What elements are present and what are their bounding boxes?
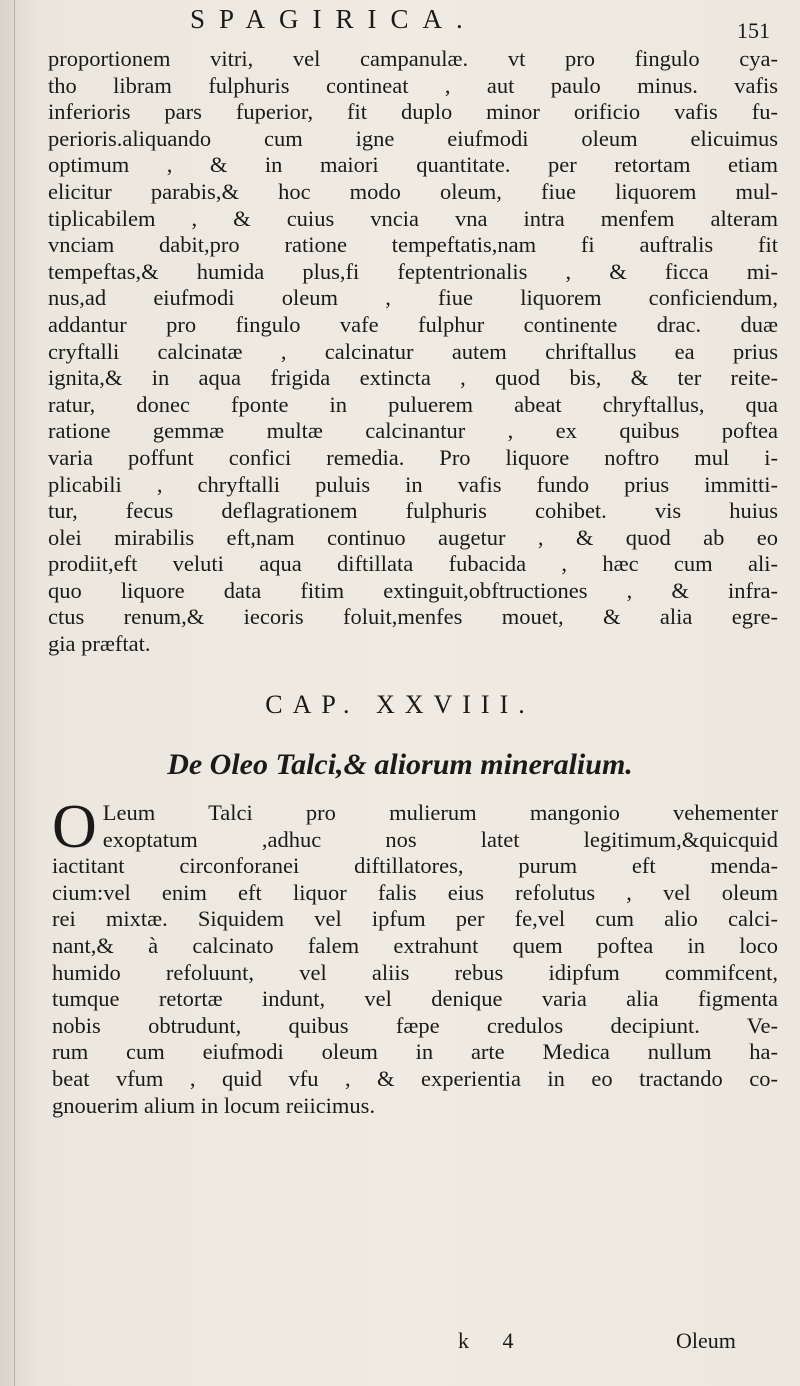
running-head: SPAGIRICA. — [190, 4, 477, 34]
text-line: elicitur parabis,& hoc modo oleum, fiue liquorem mul- — [48, 178, 778, 204]
chapter-title: De Oleo Talci,& aliorum mineralium. — [167, 748, 633, 781]
text-line: nus,ad eiufmodi oleum , fiue liquorem conficiendum, — [48, 285, 778, 311]
text-line: proportionem vitri, vel campanulæ. vt pro fingulo cya- — [48, 46, 778, 71]
text-line: quo liquore data fitim extinguit,obftructiones , & infra- — [48, 577, 778, 603]
text-line: beat vfum , quid vfu , & experientia in eo tractando co- — [52, 1065, 778, 1091]
text-line: rei mixtæ. Siquidem vel ipfum per fe,vel cum alio calci- — [52, 906, 778, 932]
text-line: exoptatum ,adhuc nos latet legitimum,&quicquid — [102, 826, 778, 852]
body-text — [48, 46, 778, 658]
page-number: 151 — [737, 18, 770, 43]
text-line: ratione gemmæ multæ calcinantur , ex quibus poftea — [48, 418, 778, 444]
text-line: nant,& à calcinato falem extrahunt quem poftea in loco — [52, 932, 778, 958]
text-line: optimum , & in maiori quantitate. per retortam etiam — [48, 152, 778, 178]
text-line: tempeftas,& humida plus,fi feptentrionalis , & ficca mi- — [48, 258, 778, 284]
signature-mark: k 4 — [458, 1328, 528, 1353]
text-line: tur, fecus deflagrationem fulphuris cohibet. vis huius — [48, 498, 778, 524]
text-line: tumque retortæ indunt, vel denique varia alia figmenta — [52, 986, 778, 1012]
text-line: tho libram fulphuris contineat , aut paulo minus. vafis — [48, 72, 778, 98]
text-line: nobis obtrudunt, quibus fæpe credulos decipiunt. Ve- — [52, 1012, 778, 1038]
text-line: plicabili , chryftalli puluis in vafis fundo prius immitti- — [48, 471, 778, 497]
text-line: gia præftat. — [48, 631, 151, 657]
text-line: varia poffunt confici remedia. Pro liquore noftro mul i- — [48, 444, 778, 470]
text-line: olei mirabilis eft,nam continuo augetur , & quod ab eo — [48, 524, 778, 550]
chapter-heading: CAP. XXVIII. — [265, 690, 535, 719]
text-line: humido refoluunt, vel aliis rebus idipfum commifcent, — [52, 959, 778, 985]
text-line: gnouerim alium in locum reiicimus. — [52, 1092, 376, 1118]
page-footer — [0, 1328, 800, 1358]
drop-cap: O — [52, 793, 97, 861]
text-line: prodiit,eft veluti aqua diftillata fubacida , hæc cum ali- — [48, 551, 778, 577]
text-line: cryftalli calcinatæ , calcinatur autem chriftallus ea prius — [48, 338, 778, 364]
text-line: ratur, donec fponte in puluerem abeat chryftallus, qua — [48, 391, 778, 417]
text-line: vnciam dabit,pro ratione tempeftatis,nam fi auftralis fit — [48, 232, 778, 258]
text-line: ctus renum,& iecoris foluit,menfes mouet, & alia egre- — [48, 604, 778, 630]
text-line: inferioris pars fuperior, fit duplo minor orificio vafis fu- — [48, 99, 778, 125]
catchword: Oleum — [676, 1328, 736, 1353]
text-line: perioris.aliquando cum igne eiufmodi oleum elicuimus — [48, 125, 778, 151]
page-header — [190, 4, 770, 44]
text-line: ignita,& in aqua frigida extincta , quod bis, & ter reite- — [48, 365, 778, 391]
text-line: iactitant circonforanei diftillatores, purum eft menda- — [52, 853, 778, 879]
text-line: cium:vel enim eft liquor falis eius refolutus , vel oleum — [52, 879, 778, 905]
text-line: Leum Talci pro mulierum mangonio vehementer — [102, 800, 778, 825]
chapter-text — [52, 793, 778, 1119]
text-line: tiplicabilem , & cuius vncia vna intra menfem alteram — [48, 205, 778, 231]
text-line: addantur pro fingulo vafe fulphur continente drac. duæ — [48, 311, 778, 337]
text-line: rum cum eiufmodi oleum in arte Medica nullum ha- — [52, 1039, 778, 1065]
